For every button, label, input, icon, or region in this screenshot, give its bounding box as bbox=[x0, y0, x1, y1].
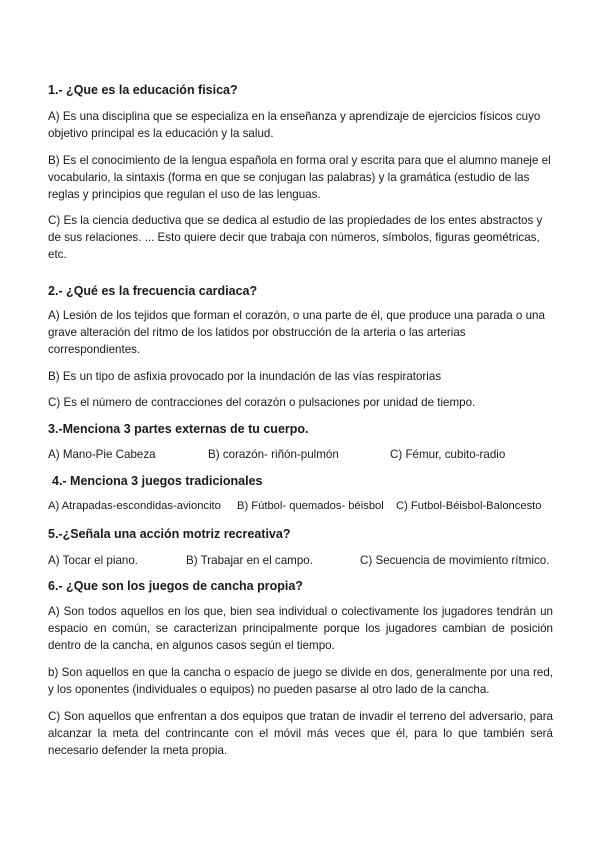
question-5-option-a: A) Tocar el piano. bbox=[48, 554, 139, 567]
question-5-option-b: B) Trabajar en el campo. bbox=[186, 554, 313, 567]
question-3-option-b: B) corazón- riñón-pulmón bbox=[208, 448, 339, 461]
question-6-title: 6.- ¿Que son los juegos de cancha propia? bbox=[48, 579, 303, 593]
question-1-option-a: A) Es una disciplina que se especializa en la enseñanza y aprendizaje de ejercicios físicos cuyo objetivo principal es la educación y la salud. bbox=[48, 110, 541, 140]
question-3-options bbox=[48, 446, 558, 463]
question-1-option-c: C) Es la ciencia deductiva que se dedica al estudio de las propiedades de los entes abstractos y de sus relaciones. ... Esto quiere decir que trabaja con números, símbolos, figuras geométricas, etc. bbox=[48, 214, 543, 261]
question-2-option-b: B) Es un tipo de asfixia provocado por la inundación de las vías respiratorias bbox=[48, 370, 442, 383]
question-4-options bbox=[48, 498, 558, 515]
question-5-options bbox=[48, 552, 558, 569]
question-2-option-a: A) Lesión de los tejidos que forman el corazón, o una parte de él, que produce una parada o una grave alteración del ritmo de los latidos por obstrucción de la arteria o las arterias correspondientes. bbox=[48, 309, 545, 356]
question-6-option-b: b) Son aquellos en que la cancha o espacio de juego se divide en dos, generalmente por una red, y los oponentes (individuales o equipos) no pueden pasarse al otro lado de la cancha. bbox=[48, 666, 553, 696]
question-4-option-c: C) Futbol-Béisbol-Baloncesto bbox=[396, 500, 542, 512]
question-5-title: 5.-¿Señala una acción motriz recreativa? bbox=[48, 527, 291, 541]
question-1-title: 1.- ¿Que es la educación fisica? bbox=[48, 83, 238, 97]
question-2-option-c: C) Es el número de contracciones del corazón o pulsaciones por unidad de tiempo. bbox=[48, 396, 476, 409]
question-3-option-c: C) Fémur, cubito-radio bbox=[390, 448, 506, 461]
question-3-title: 3.-Menciona 3 partes externas de tu cuerpo. bbox=[48, 422, 309, 436]
question-2-title: 2.- ¿Qué es la frecuencia cardiaca? bbox=[48, 284, 258, 298]
question-4-option-b: B) Fútbol- quemados- béisbol bbox=[237, 500, 384, 512]
question-1-option-b: B) Es el conocimiento de la lengua española en forma oral y escrita para que el alumno maneje el vocabulario, la sintaxis (forma en que se conjugan las palabras) y la gramática (estudio de las reglas y principios que regulan el uso de las lenguas. bbox=[48, 154, 551, 201]
question-5-option-c: C) Secuencia de movimiento rítmico. bbox=[360, 554, 550, 567]
question-3-option-a: A) Mano-Pie Cabeza bbox=[48, 448, 156, 461]
question-4-option-a: A) Atrapadas-escondidas-avioncito bbox=[48, 500, 221, 512]
question-6-option-c: C) Son aquellos que enfrentan a dos equipos que tratan de invadir el terreno del adversario, para alcanzar la meta del contrincante con el móvil más veces que él, para lo que también será necesario defender la meta propia. bbox=[48, 710, 553, 757]
question-6-option-a: A) Son todos aquellos en los que, bien sea individual o colectivamente los jugadores tendrán un espacio en común, se caracterizan principalmente porque los jugadores cambian de posición dentro de la cancha, en algunos casos según el tiempo. bbox=[48, 605, 553, 652]
question-4-title: 4.- Menciona 3 juegos tradicionales bbox=[52, 474, 263, 488]
